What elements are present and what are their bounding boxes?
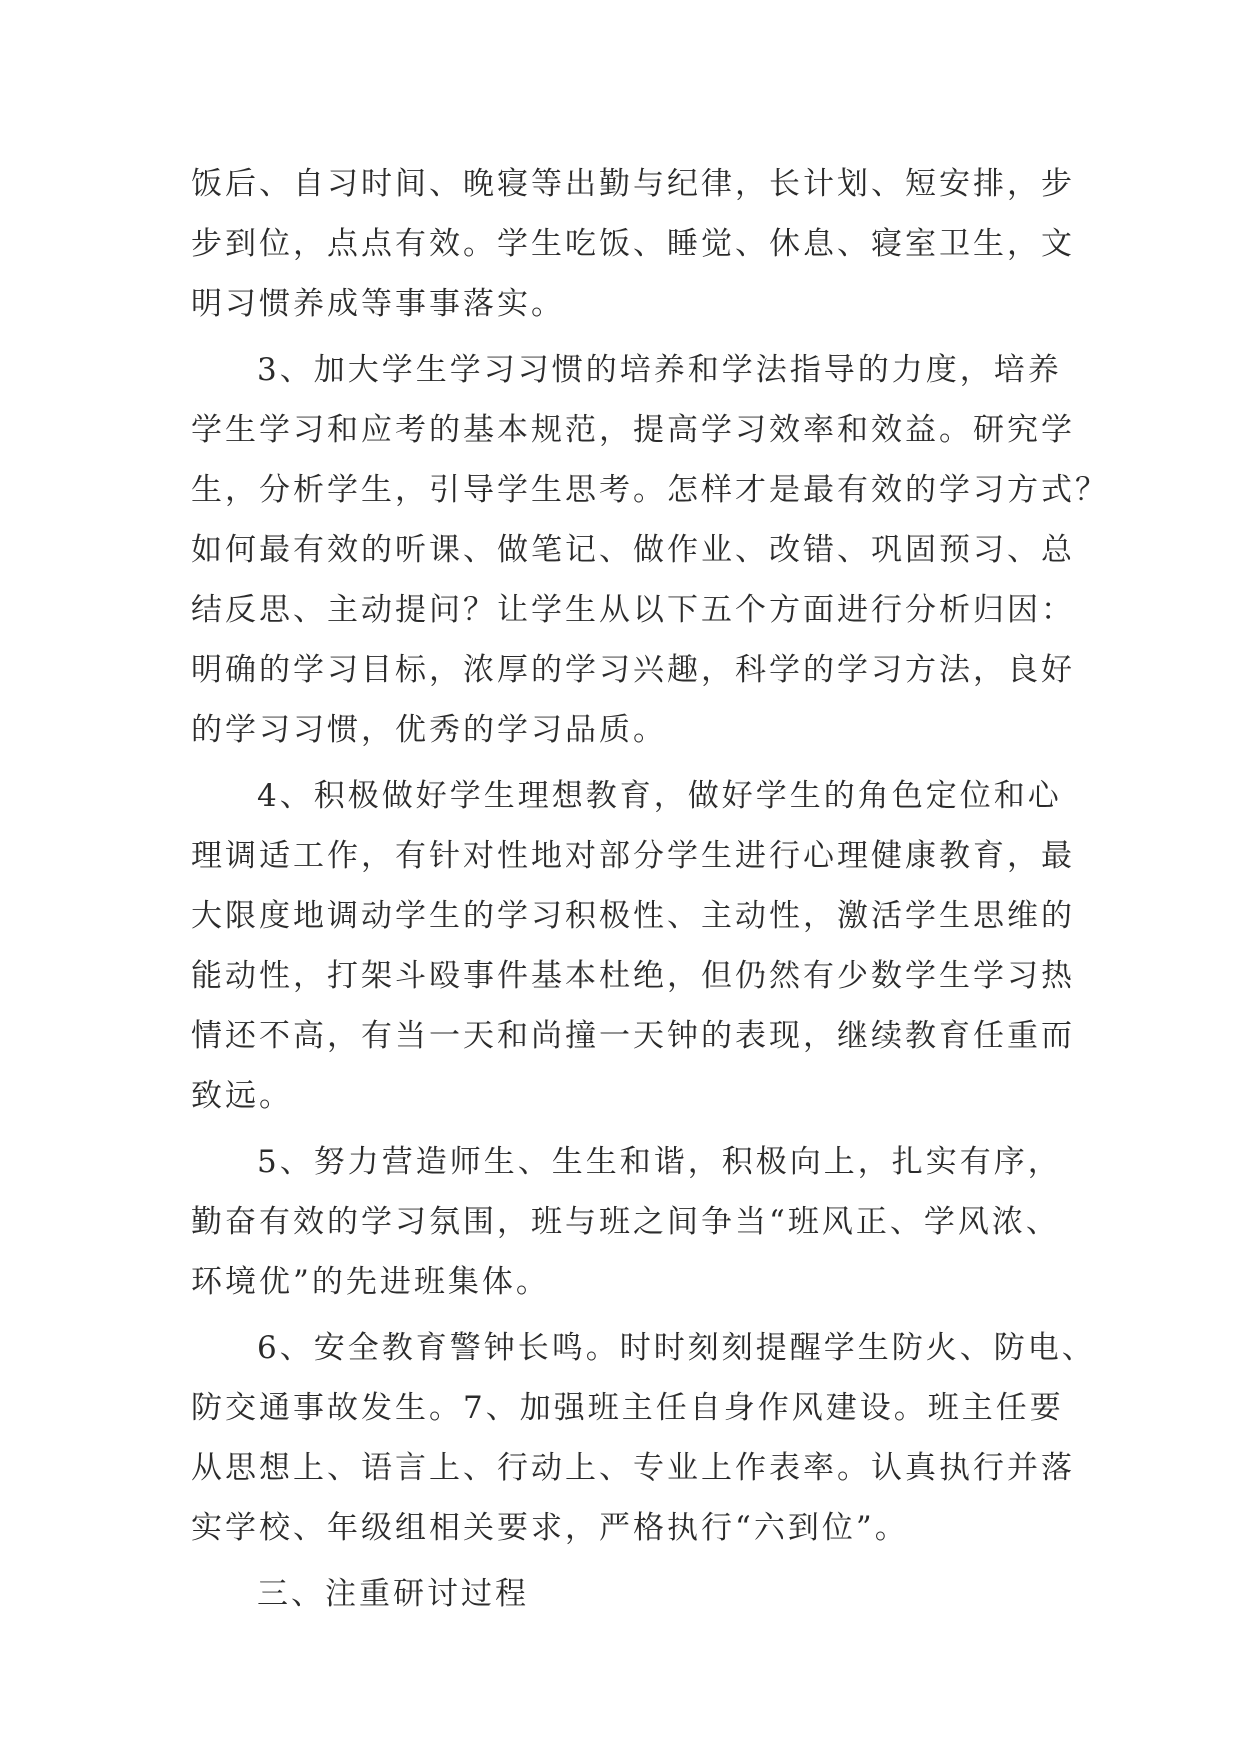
- paragraph-start-line: 5、努力营造师生、生生和谐，积极向上，扎实有序，: [257, 1144, 1062, 1180]
- paragraph-start-line: 4、积极做好学生理想教育，做好学生的角色定位和心: [257, 778, 1062, 814]
- text-line: 步到位，点点有效。学生吃饭、睡觉、休息、寝室卫生，文: [191, 226, 1075, 262]
- text-line: 的学习习惯，优秀的学习品质。: [191, 712, 667, 748]
- text-line: 能动性，打架斗殴事件基本杜绝，但仍然有少数学生学习热: [191, 958, 1075, 994]
- text-line: 如何最有效的听课、做笔记、做作业、改错、巩固预习、总: [191, 532, 1075, 568]
- paragraph-start-line: 3、加大学生学习习惯的培养和学法指导的力度，培养: [257, 352, 1062, 388]
- text-line: 明习惯养成等事事落实。: [191, 286, 565, 322]
- text-line: 大限度地调动学生的学习积极性、主动性，激活学生思维的: [191, 898, 1075, 934]
- paragraph-start-line: 6、安全教育警钟长鸣。时时刻刻提醒学生防火、防电、: [257, 1330, 1096, 1366]
- text-line: 致远。: [191, 1078, 293, 1114]
- text-line: 从思想上、语言上、行动上、专业上作表率。认真执行并落: [191, 1450, 1075, 1486]
- text-line: 理调适工作，有针对性地对部分学生进行心理健康教育，最: [191, 838, 1075, 874]
- text-line: 情还不高，有当一天和尚撞一天钟的表现，继续教育任重而: [191, 1018, 1075, 1054]
- text-line: 明确的学习目标，浓厚的学习兴趣，科学的学习方法，良好: [191, 652, 1075, 688]
- text-line: 环境优”的先进班集体。: [191, 1264, 550, 1300]
- text-line: 结反思、主动提问？让学生从以下五个方面进行分析归因：: [191, 592, 1075, 628]
- text-line: 学生学习和应考的基本规范，提高学习效率和效益。研究学: [191, 412, 1075, 448]
- text-line: 饭后、自习时间、晚寝等出勤与纪律，长计划、短安排，步: [191, 166, 1075, 202]
- document-body: [191, 154, 1109, 1624]
- section-heading: 三、注重研讨过程: [257, 1576, 529, 1612]
- text-line: 实学校、年级组相关要求，严格执行“六到位”。: [191, 1510, 909, 1546]
- text-line: 防交通事故发生。7、加强班主任自身作风建设。班主任要: [191, 1390, 1064, 1426]
- text-line: 勤奋有效的学习氛围，班与班之间争当“班风正、学风浓、: [191, 1204, 1060, 1240]
- text-line: 生，分析学生，引导学生思考。怎样才是最有效的学习方式？: [191, 472, 1109, 508]
